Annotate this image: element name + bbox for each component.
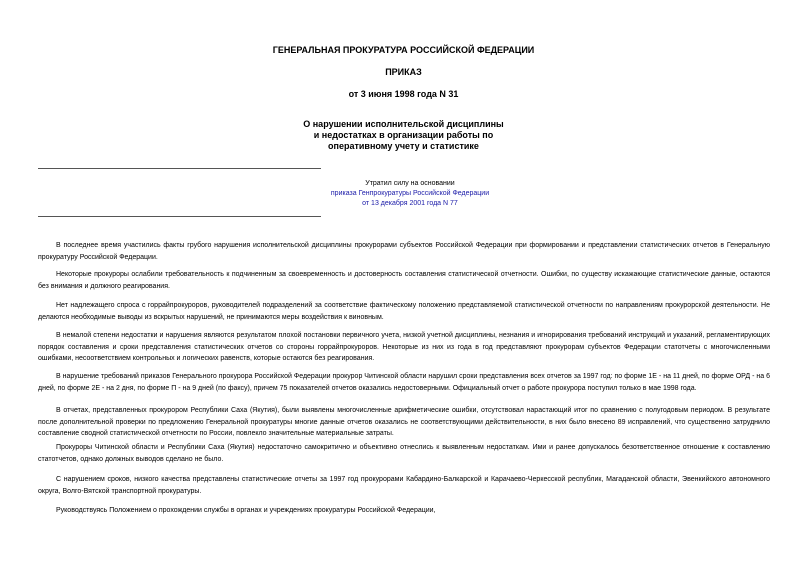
document-title-line-1: О нарушении исполнительской дисциплины [303,119,504,129]
document-title [0,119,807,152]
body-paragraph-5: В нарушение требований приказов Генерального прокурора Российской Федерации прокурор Читинской области нарушил сроки представления всех отчетов за 1997 год: по форме 1Е - на 11 дней, по форме ОРД - на 6 дней, по форме 2Е - на 2 дня, по форме П - на 9 дней (по факсу), причем 75 показателей отчетов оказались недостоверными. Официальный отчет о работе прокурора поступил только в мае 1998 года. [38,373,770,392]
separator-rule-top [38,168,321,169]
organization-heading: ГЕНЕРАЛЬНАЯ ПРОКУРАТУРА РОССИЙСКОЙ ФЕДЕРАЦИИ [272,45,535,55]
separator-rule-bottom [38,216,321,217]
body-paragraph-7: Прокуроры Читинской области и Республики Саха (Якутия) недостаточно самокритично и объективно отнеслись к выявленным недостаткам. Ими и ранее допускалось безответственное отношение к составлению статотчетов, однако должных выводов сделано не было. [38,444,770,463]
body-paragraph-9: Руководствуясь Положением о прохождении службы в органах и учреждениях прокуратуры Российской Федерации, [56,507,436,514]
body-paragraph-8: С нарушением сроков, низкого качества представлены статистические отчеты за 1997 год прокурорами Кабардино-Балкарской и Карачаево-Черкесской республик, Магаданской области, Эвенкийского автономного округа, Волго-Вятской транспортной прокуратуры. [38,476,770,495]
repeal-order-link-line-2: от 13 декабря 2001 года N 77 [362,200,458,207]
body-paragraph-3: Нет надлежащего спроса с горрайпрокуроров, руководителей подразделений за соответствие фактическому положению представляемой статистической отчетности по направлениям прокурорской деятельности. Не делаются необходимые выводы из вскрытых нарушений, не принимаются меры воздействия к виновным. [38,302,770,321]
repeal-order-link[interactable] [300,189,520,209]
body-paragraph-6: В отчетах, представленных прокурором Республики Саха (Якутия), были выявлены многочисленные арифметические ошибки, отсутствовал нарастающий итог по сравнению с полугодовым периодом. В результате после дополнительной проверки по предложению Генеральной прокуратуры многие данные отчетов оказались не соответствующими действительности, в них было внесено 89 исправлений, что существенно затруднило составление сводной статистической отчетности по России, повлекло значительные материальные затраты. [38,407,770,437]
document-title-line-2: и недостатках в организации работы по [313,130,494,140]
status-note [300,179,520,209]
repeal-order-link-line-1: приказа Генпрокуратуры Российской Федерации [330,190,490,197]
document-type-heading: ПРИКАЗ [385,67,422,77]
body-paragraph-2: Некоторые прокуроры ослабили требовательность к подчиненным за своевременность и достоверность составления статистической отчетности. Ошибки, по существу искажающие статистические данные, остаются без внимания и должного реагирования. [38,271,770,290]
body-paragraph-1: В последнее время участились факты грубого нарушения исполнительской дисциплины прокурорами субъектов Российской Федерации при формировании и представлении статистических отчетов в Генеральную прокуратуру Российской Федерации. [38,242,770,261]
document-title-line-3: оперативному учету и статистике [328,141,479,151]
document-date-number: от 3 июня 1998 года N 31 [348,89,459,99]
status-note-text: Утратил силу на основании [365,180,455,187]
body-paragraph-4: В немалой степени недостатки и нарушения являются результатом плохой постановки первичного учета, низкой учетной дисциплины, незнания и игнорирования требований инструкций и указаний, регламентирующих порядок составления и сроки представления статистических отчетов со стороны горрайпрокуроров. Некоторые из них из года в год представляют прокурорам субъектов Федерации статотчеты с многочисленными ошибками, несоответствием контрольных и логических равенств, которые остаются без реагирования. [38,332,770,362]
